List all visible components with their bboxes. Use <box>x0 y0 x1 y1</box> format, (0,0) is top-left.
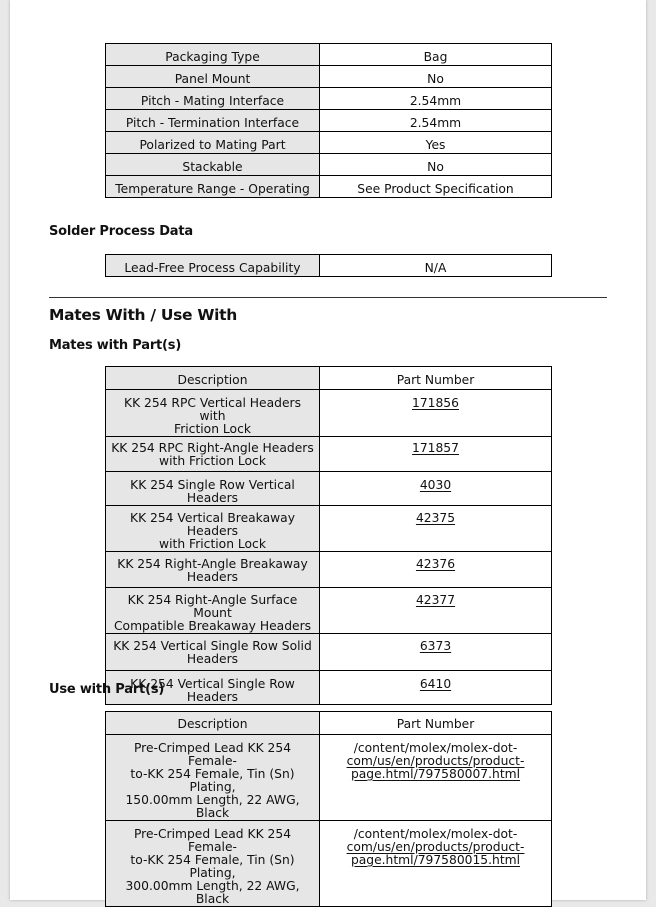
attribute-value: No <box>320 66 552 88</box>
attribute-value: No <box>320 154 552 176</box>
part-link-line[interactable]: page.html/797580007.html <box>350 767 521 781</box>
part-number-cell <box>320 390 552 437</box>
table-row <box>106 634 552 671</box>
description-line: KK 254 Vertical Single Row Solid <box>113 639 312 653</box>
document-page <box>10 0 646 906</box>
column-header-part-number: Part Number <box>320 712 552 735</box>
description-line: to-KK 254 Female, Tin (Sn) Plating, <box>130 767 295 794</box>
table-row <box>106 472 552 506</box>
part-number-cell <box>320 821 552 907</box>
part-link-line[interactable]: /content/molex/molex-dot- <box>353 827 518 841</box>
description-line: to-KK 254 Female, Tin (Sn) Plating, <box>130 853 295 880</box>
part-description <box>106 437 320 472</box>
part-number-link[interactable]: 171856 <box>412 396 459 410</box>
table-row <box>106 88 552 110</box>
description-line: KK 254 RPC Right-Angle Headers <box>111 441 314 455</box>
description-line: KK 254 Right-Angle Breakaway <box>117 557 308 571</box>
column-header-part-number: Part Number <box>320 367 552 390</box>
section-divider <box>49 297 607 298</box>
description-line: with Friction Lock <box>159 454 266 468</box>
part-number-cell <box>320 472 552 506</box>
table-row <box>106 66 552 88</box>
part-number-link[interactable]: 6373 <box>419 639 452 653</box>
column-header-description: Description <box>106 712 320 735</box>
attribute-label: Polarized to Mating Part <box>106 132 320 154</box>
solder-process-heading: Solder Process Data <box>49 224 193 239</box>
attribute-value: Yes <box>320 132 552 154</box>
attribute-value: 2.54mm <box>320 88 552 110</box>
description-line: with Friction Lock <box>159 537 266 551</box>
attribute-label: Panel Mount <box>106 66 320 88</box>
attribute-label: Pitch - Mating Interface <box>106 88 320 110</box>
part-number-link[interactable]: 4030 <box>419 478 452 492</box>
description-line: KK 254 RPC Vertical Headers with <box>124 396 301 423</box>
table-row <box>106 176 552 198</box>
part-number-link[interactable]: 6410 <box>419 677 452 691</box>
part-description <box>106 390 320 437</box>
part-description <box>106 735 320 821</box>
description-line: KK 254 Vertical Breakaway Headers <box>130 511 295 538</box>
table-row <box>106 110 552 132</box>
description-line: KK 254 Vertical Single Row Headers <box>130 677 295 704</box>
description-line: KK 254 Right-Angle Surface Mount <box>127 593 298 620</box>
table-row <box>106 588 552 634</box>
table-row <box>106 671 552 705</box>
description-line: Pre-Crimped Lead KK 254 Female- <box>133 827 292 854</box>
part-number-link[interactable]: 171857 <box>412 441 459 455</box>
table-row <box>106 552 552 588</box>
table-header-row <box>106 712 552 735</box>
part-number-cell <box>320 735 552 821</box>
table-row <box>106 506 552 552</box>
attribute-value: N/A <box>320 255 552 277</box>
part-number-link[interactable]: 42376 <box>415 557 456 571</box>
attribute-label: Pitch - Termination Interface <box>106 110 320 132</box>
part-link-line[interactable]: /content/molex/molex-dot- <box>353 741 518 755</box>
attribute-label: Lead-Free Process Capability <box>106 255 320 277</box>
attribute-label: Packaging Type <box>106 44 320 66</box>
part-link-line[interactable]: com/us/en/products/product- <box>346 754 525 768</box>
part-description <box>106 472 320 506</box>
part-description <box>106 588 320 634</box>
part-number-link[interactable]: 42375 <box>415 511 456 525</box>
description-line: Compatible Breakaway Headers <box>113 619 312 633</box>
table-row <box>106 821 552 907</box>
use-with-heading: Use with Part(s) <box>49 682 165 697</box>
attribute-label: Temperature Range - Operating <box>106 176 320 198</box>
part-description <box>106 821 320 907</box>
part-number-cell <box>320 671 552 705</box>
description-line: Friction Lock <box>174 422 251 436</box>
part-description <box>106 552 320 588</box>
description-line: 300.00mm Length, 22 AWG, Black <box>125 879 300 906</box>
table-row <box>106 255 552 277</box>
table-header-row <box>106 367 552 390</box>
attribute-value: See Product Specification <box>320 176 552 198</box>
part-number-cell <box>320 588 552 634</box>
description-line: 150.00mm Length, 22 AWG, Black <box>125 793 300 820</box>
mates-use-heading: Mates With / Use With <box>49 306 238 324</box>
mates-with-table <box>105 366 552 705</box>
part-number-link[interactable]: 42377 <box>415 593 456 607</box>
table-row <box>106 735 552 821</box>
description-line: Headers <box>186 652 239 666</box>
part-description <box>106 634 320 671</box>
table-row <box>106 44 552 66</box>
attribute-value: 2.54mm <box>320 110 552 132</box>
table-row <box>106 132 552 154</box>
description-line: Pre-Crimped Lead KK 254 Female- <box>133 741 292 768</box>
part-number-cell <box>320 634 552 671</box>
table-row <box>106 154 552 176</box>
description-line: Headers <box>186 570 239 584</box>
attribute-label: Stackable <box>106 154 320 176</box>
use-with-table <box>105 711 552 907</box>
part-link-line[interactable]: page.html/797580015.html <box>350 853 521 867</box>
table-row <box>106 390 552 437</box>
part-description <box>106 506 320 552</box>
mates-with-heading: Mates with Part(s) <box>49 338 182 353</box>
attribute-value: Bag <box>320 44 552 66</box>
attributes-table <box>105 43 552 198</box>
part-link-line[interactable]: com/us/en/products/product- <box>346 840 525 854</box>
column-header-description: Description <box>106 367 320 390</box>
part-number-cell <box>320 506 552 552</box>
description-line: KK 254 Single Row Vertical Headers <box>130 478 295 505</box>
solder-process-table <box>105 254 552 277</box>
part-number-cell <box>320 552 552 588</box>
part-number-cell <box>320 437 552 472</box>
table-row <box>106 437 552 472</box>
